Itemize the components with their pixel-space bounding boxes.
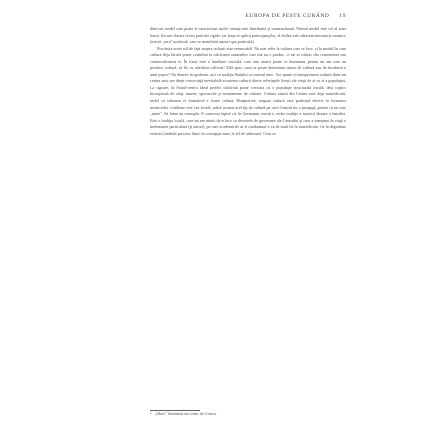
body-text [150,26,346,137]
page-number: 19 [339,13,346,19]
footnote-marker: 1 [150,411,152,416]
footnote-text: „Mare" înseamnă aici emis de Centru. [154,411,217,416]
running-title: EUROPA DE PESTE CURÂND [245,13,330,19]
paragraph-2: Fiecăruia acest stil de fapt asupra culturii este remarcabil. Nu mai refer la cultura care se face, ci la modul în care cultura deja făcută poate contribui la cultivarea oamenilor care mă nu o produc, ci mi se trăiesc din comentarea sau comercializarea ei. În fond, este o întrebare crucială, care este atunci poate ce înseamnă, pentru un om care nu produce cultură, să fie cu adevărat cultivat? Află spus, cum se poate determina starea de cultură sau de incultură a unui popor? Nu deneze în spoleniu, aici cu tradiţia Statului cu centrul unic. Vor spune că interpretarea culturii dintr-un centru unic are drept consecinţă inevitabilă scoaterea culturii dintre referinţele firești ale vieţii de zi cu zi a populaţiei. La rigoare, în Statul-centru ideal perfect cultivată poate coexista cu o populaţie structurală inculă, deşi copios înconjurată de cărţi, muzee, spectacole şi monumente de calitate. Cultura emisă din Centru este deja muzeificată, astfel că valoarea ei formativă e foarte redusă. Dimpotrivă, singura cultură care participă efectiv la formarea instinctelor cotidiene este cea locală, adică tocmai acel tip de cultură pe care Centrul nu o propagă, pentru că nu este „mare". Să luăm un exemplu. E cunoscut faptul că, în Germania, există o veche tradiţie a muzicii lăutare a familiei. Este o tradiţie locală, care nu are nimic de-a face cu decretele de guvernare ale Centrului şi care a menţinut în viaţă o melomanie particulară (şi autori), pe care academicile ar fi condamnat-o ca de mult fie la muzeificare, fie la degradare estetică (ambele procese fiind, în concepţia mea, la fel de arbitrare). Cera ce [150,45,346,136]
footnote [150,411,346,417]
paragraph-1: dintr-un model care poate fi caracterizat astfel: esenţa este distribuită şi nomenclatură. Primul model este cel al artei bazat, fiecare clasice (exist paricule rigide, iar forţa se aplică participanţilor, al doilea este adiacent mecanicii cuantice (există „sera" nonlocal, care se manifestă uneori qua particulă). [150,26,346,45]
running-head [150,13,346,19]
